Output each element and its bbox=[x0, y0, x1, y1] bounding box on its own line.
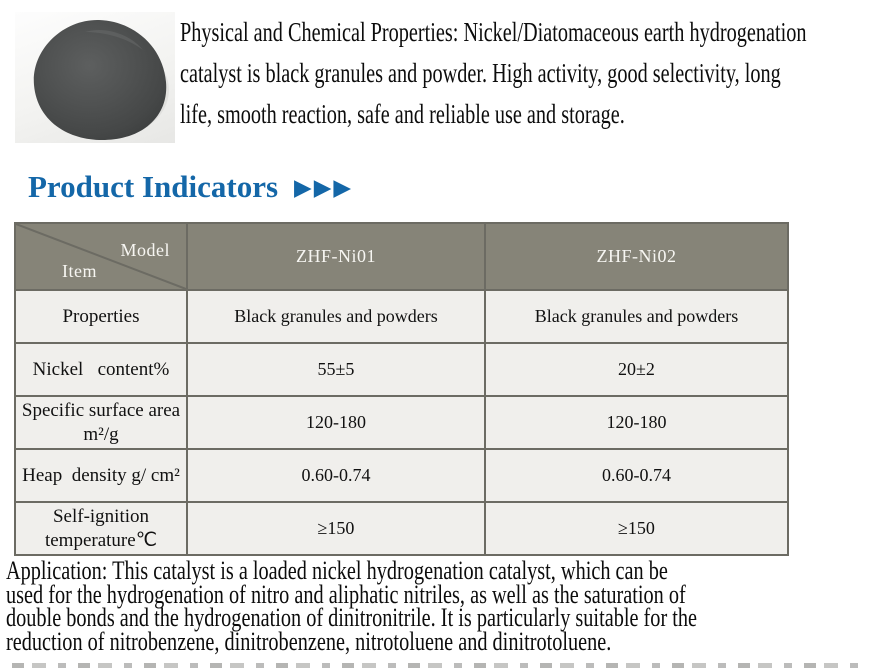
application-line: used for the hydrogenation of nitro and aliphatic nitriles, as well as the saturation of bbox=[6, 579, 686, 609]
triple-arrow-icon: ▶▶▶ bbox=[294, 175, 354, 201]
cell-value: 120-180 bbox=[485, 396, 788, 449]
column-header-zhf-ni02: ZHF-Ni02 bbox=[485, 223, 788, 290]
cell-value: 0.60-0.74 bbox=[187, 449, 485, 502]
section-heading bbox=[28, 166, 353, 209]
table-row bbox=[15, 449, 788, 502]
intro-line: life, smooth reaction, safe and reliable use and storage. bbox=[180, 99, 625, 129]
cell-value: 120-180 bbox=[187, 396, 485, 449]
application-line: reduction of nitrobenzene, dinitrobenzene, nitrotoluene and dinitrotoluene. bbox=[6, 626, 612, 656]
model-item-corner-cell bbox=[15, 223, 187, 290]
cutoff-text-strip bbox=[12, 663, 864, 668]
row-label-self-ignition-temperature: Self-ignition temperature℃ bbox=[15, 502, 187, 555]
cell-value: Black granules and powders bbox=[485, 290, 788, 343]
product-photo bbox=[15, 12, 175, 143]
row-label-nickel-content: Nickel content% bbox=[15, 343, 187, 396]
column-header-zhf-ni01: ZHF-Ni01 bbox=[187, 223, 485, 290]
cell-value: Black granules and powders bbox=[187, 290, 485, 343]
row-label-specific-surface-area: Specific surface area m²/g bbox=[15, 396, 187, 449]
cell-value: ≥150 bbox=[187, 502, 485, 555]
product-indicators-table bbox=[14, 222, 789, 556]
application-line: Application: This catalyst is a loaded nickel hydrogenation catalyst, which can be bbox=[6, 556, 668, 585]
corner-model-label: Model bbox=[120, 240, 170, 260]
row-label-heap-density: Heap density g/ cm² bbox=[15, 449, 187, 502]
application-paragraph bbox=[6, 556, 875, 656]
table-row bbox=[15, 396, 788, 449]
cell-value: 55±5 bbox=[187, 343, 485, 396]
intro-paragraph bbox=[180, 12, 875, 135]
table-header-row bbox=[15, 223, 788, 290]
table-row bbox=[15, 290, 788, 343]
catalyst-powder-image bbox=[15, 12, 175, 143]
table-row bbox=[15, 343, 788, 396]
cell-value: 20±2 bbox=[485, 343, 788, 396]
cell-value: ≥150 bbox=[485, 502, 788, 555]
section-title: Product Indicators bbox=[28, 169, 279, 204]
corner-item-label: Item bbox=[62, 261, 97, 281]
application-line: double bonds and the hydrogenation of dinitronitrile. It is particularly suitable for the bbox=[6, 603, 698, 632]
table-row bbox=[15, 502, 788, 555]
intro-line: Physical and Chemical Properties: Nickel/Diatomaceous earth hydrogenation bbox=[180, 17, 807, 47]
row-label-properties: Properties bbox=[15, 290, 187, 343]
intro-line: catalyst is black granules and powder. High activity, good selectivity, long bbox=[180, 58, 781, 88]
cell-value: 0.60-0.74 bbox=[485, 449, 788, 502]
